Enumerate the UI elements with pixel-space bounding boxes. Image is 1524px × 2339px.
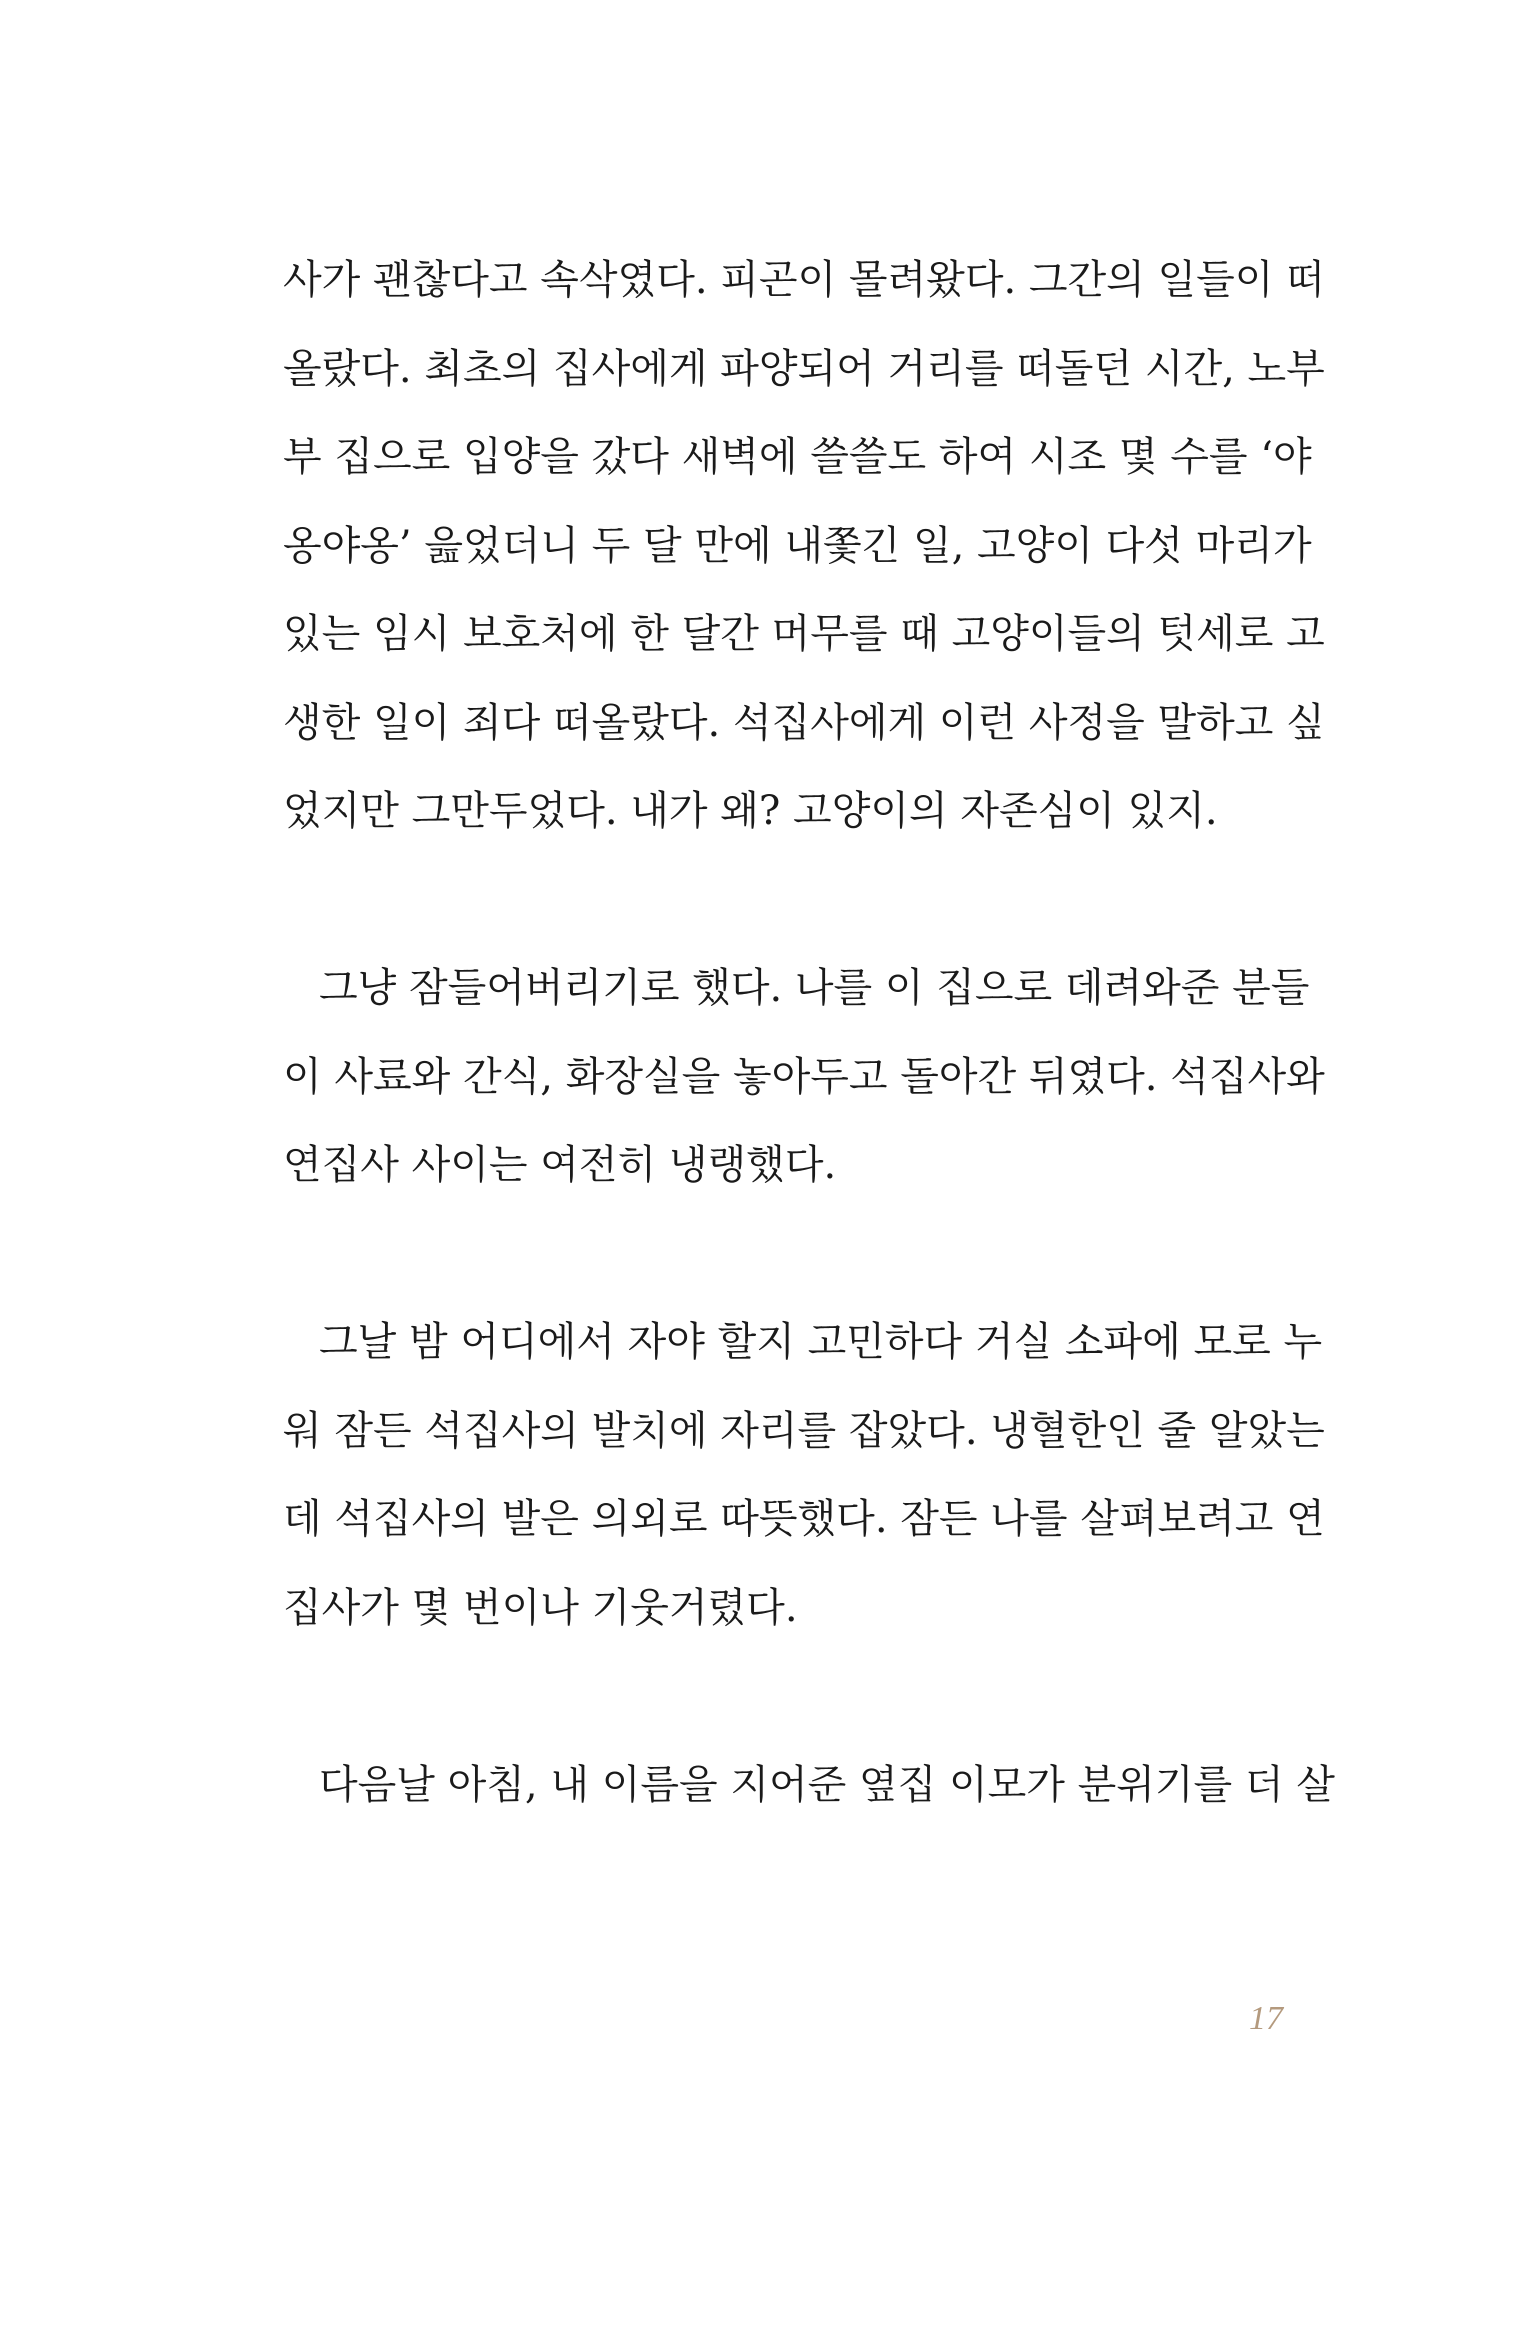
- text-line: 있는 임시 보호처에 한 달간 머무를 때 고양이들의 텃세로 고: [283, 611, 1325, 657]
- paragraph-3: [283, 1298, 1325, 1652]
- text-line: 올랐다. 최초의 집사에게 파양되어 거리를 떠돌던 시간, 노부: [283, 345, 1325, 392]
- text-line: 그냥 잠들어버리기로 했다. 나를 이 집으로 데려와준 분들: [319, 965, 1310, 1011]
- paragraph-2: [283, 944, 1325, 1210]
- body-text: [283, 236, 1335, 1918]
- text-line: 이 사료와 간식, 화장실을 놓아두고 돌아간 뒤였다. 석집사와: [283, 1053, 1325, 1100]
- text-line: 사가 괜찮다고 속삭였다. 피곤이 몰려왔다. 그간의 일들이 떠: [283, 257, 1325, 303]
- text-line: 생한 일이 죄다 떠올랐다. 석집사에게 이런 사정을 말하고 싶: [283, 699, 1325, 746]
- text-line: 데 석집사의 발은 의외로 따뜻했다. 잠든 나를 살펴보려고 연: [283, 1496, 1325, 1542]
- paragraph-4: [283, 1741, 1335, 1830]
- text-line: 부 집으로 입양을 갔다 새벽에 쓸쓸도 하여 시조 몇 수를 ‘야: [283, 434, 1312, 480]
- text-line: 집사가 몇 번이나 기웃거렸다.: [283, 1584, 798, 1631]
- text-line: 었지만 그만두었다. 내가 왜? 고양이의 자존심이 있지.: [283, 788, 1218, 834]
- paragraph-1: [283, 236, 1325, 856]
- text-line: 옹야옹’ 읊었더니 두 달 만에 내쫓긴 일, 고양이 다섯 마리가: [283, 522, 1312, 569]
- text-line: 워 잠든 석집사의 발치에 자리를 잡았다. 냉혈한인 줄 알았는: [283, 1407, 1325, 1454]
- text-line: 연집사 사이는 여전히 냉랭했다.: [283, 1142, 837, 1188]
- text-line: 그날 밤 어디에서 자야 할지 고민하다 거실 소파에 모로 누: [319, 1319, 1323, 1365]
- text-line: 다음날 아침, 내 이름을 지어준 옆집 이모가 분위기를 더 살: [319, 1761, 1335, 1808]
- page-number: 17: [1249, 2000, 1283, 2037]
